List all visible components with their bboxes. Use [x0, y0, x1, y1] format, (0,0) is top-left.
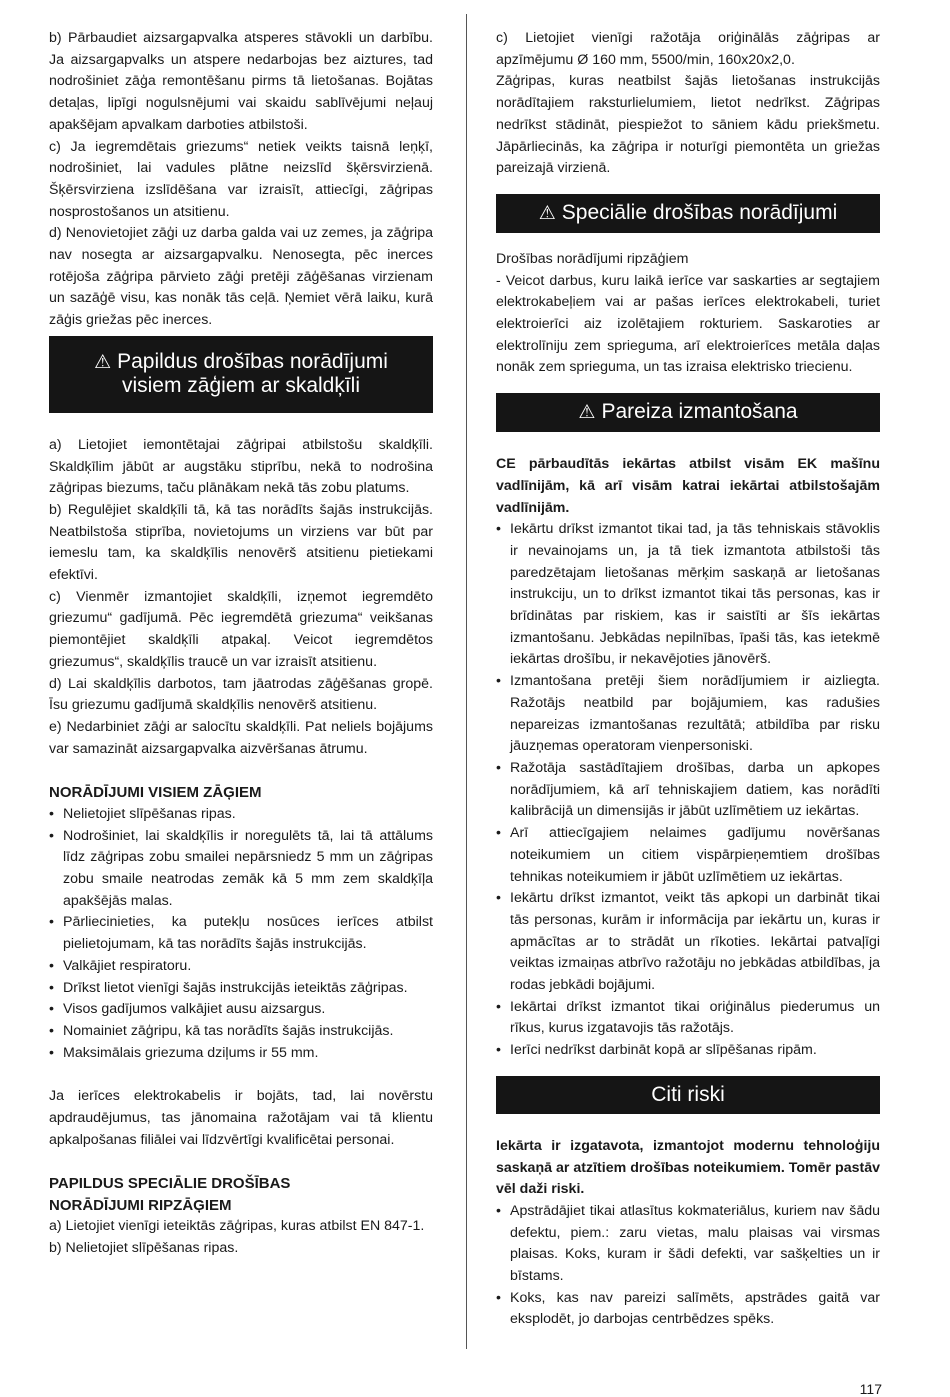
- bullet-list: [49, 804, 433, 1064]
- paragraph: Drošības norādījumi ripzāģiem: [496, 250, 689, 267]
- section-heading: NORĀDĪJUMI VISIEM ZĀĢIEM: [49, 784, 262, 802]
- banner-title-line2: visiem zāģiem ar skaldķīli: [121, 373, 361, 397]
- warning-icon: ⚠: [94, 351, 112, 373]
- list-item: • Koks, kas nav pareizi salīmēts, apstrādes gaitā var eksplodēt, jo darbojas centrbēdzes spēks.: [496, 1288, 880, 1331]
- list-item: • Iekārtu drīkst izmantot tikai tad, ja tās tehniskais stāvoklis ir nevainojams un, ja tā tiek izmantota atbilstoši tās paredzētajam lietošanas mērķim saskaņā ar lietošanas instrukciju, un to drīkst izmantot tikai tās personas, kas ir brīdinātas par riskiem, kas ir saistīti ar šīs iekārtas izmantošanu. Jebkādas nepilnības, īpaši tās, kas ietekmē iekārtas drošību, ir nekavējoties jānovērš.: [496, 519, 880, 671]
- paragraph: Ja ierīces elektrokabelis ir bojāts, tad, lai novērstu apdraudējumus, tas jānomaina ražotājam vai tā klientu apkalpošanas filiālei vai līdzvērtīgi kvalificētai personai.: [49, 1088, 433, 1148]
- list-item: • Pārliecinieties, ka putekļu nosūces ierīces atbilst pielietojumam, kā tas norādīts šajās instrukcijās.: [49, 912, 433, 955]
- list-item: • Maksimālais griezuma dziļums ir 55 mm.: [49, 1043, 433, 1065]
- section-banner-proper-use: [496, 393, 880, 432]
- paragraph: a) Lietojiet vienīgi ieteiktās zāģripas, kuras atbilst EN 847-1.: [49, 1218, 425, 1235]
- heading-line1: PAPILDUS SPECIĀLIE DROŠĪBAS: [49, 1175, 291, 1193]
- section-banner-additional-safety: [49, 336, 433, 413]
- paragraph: b) Regulējiet skaldķīli tā, kā tas norādīts šajās instrukcijās. Neatbilstoša stiprība, novietojums un virziens var būt par iemeslu tam, ka skaldķīlis nenovērš atsitienu pietiekami efektīvi.: [49, 501, 433, 584]
- paragraph: d) Nenovietojiet zāģi uz darba galda vai uz zemes, ja zāģripa nav nosegta ar aizsargapvalku. Nenosegta, pēc inerces rotējoša zāģripa pārvieto zāģi pretēji zāģēšanas virzienam un sazāģē visu, kas nonāk tās ceļā. Ņemiet vērā laiku, kurā zāģis griežas pēc inerces.: [49, 225, 433, 329]
- list-item: • Drīkst lietot vienīgi šajās instrukcijās ieteiktās zāģripas.: [49, 978, 433, 1000]
- banner-title-line1: Papildus drošības norādījumi: [117, 349, 388, 373]
- paragraph: - Veicot darbus, kuru laikā ierīce var saskarties ar segtajiem elektrokabeļiem vai ar pašas ierīces elektrokabeli, turiet elektroierīci aiz izolētajiem rokturiem. Saskaroties ar elektrolīniju zem sprieguma, arī elektroierīces metāla daļas nonāk zem sprieguma, un tas izraisa elektrisko triecienu.: [496, 272, 880, 376]
- bullet-list: [496, 519, 880, 1062]
- paragraph: c) Vienmēr izmantojiet skaldķīli, izņemot iegremdēto griezumu“ gadījumā. Pēc iegremdētā griezuma“ veikšanas piemontējiet skaldķīli atpakaļ. Veicot iegremdētos griezumus“, skaldķīlis traucē un var izraisīt atsitienu.: [49, 588, 433, 670]
- right-column: [496, 28, 880, 1331]
- list-item: • Nelietojiet slīpēšanas ripas.: [49, 804, 433, 826]
- list-item: • Izmantošana pretēji šiem norādījumiem ir aizliegta. Ražotājs neatbild par bojājumiem, kas radušies nepareizas izmantošanas rezultātā; atbildība par risku jāuzņemas operatoram vienpersoniski.: [496, 671, 880, 758]
- list-item: • Nomainiet zāģripu, kā tas norādīts šajās instrukcijās.: [49, 1021, 433, 1043]
- list-item: • Ierīci nedrīkst darbināt kopā ar slīpēšanas ripām.: [496, 1040, 880, 1062]
- paragraph: a) Lietojiet iemontētajai zāģripai atbilstošu skaldķīli. Skaldķīlim jābūt ar augstāku stiprību, nekā to nodrošina zāģripas biezums, taču plānākam nekā tās zobu platums.: [49, 436, 433, 497]
- banner-title: Citi riski: [651, 1082, 725, 1106]
- left-column: [49, 28, 433, 1260]
- section-heading: [49, 1173, 433, 1216]
- list-item: • Nodrošiniet, lai skaldķīlis ir noregulēts tā, lai tā attālums līdz zāģripas zobu smailei nepārsniedz 5 mm un zāģripas zobu smaile neatrodas zemāk kā 5 mm zem skaldķīļa apakšējās malas.: [49, 826, 433, 913]
- paragraph: c) Ja iegremdētais griezums“ netiek veikts taisnā leņķī, nodrošiniet, lai vadules plātne neizslīd šķērsvirzienā. Šķērsvirziena izslīdēšana var izraisīt, attiecīgi, zāģripas nosprostošanos un atsitienu.: [49, 138, 433, 220]
- warning-icon: ⚠: [578, 402, 596, 424]
- warning-icon: ⚠: [538, 202, 556, 224]
- column-divider: [466, 14, 467, 1349]
- paragraph: CE pārbaudītās iekārtas atbilst visām EK mašīnu vadlīnijām, kā arī visām katrai iekārtai atbilstošajām vadlīnijām.: [496, 456, 880, 516]
- section-banner-other-risks: [496, 1076, 880, 1114]
- paragraph: c) Lietojiet vienīgi ražotāja oriģinālās zāģripas ar apzīmējumu Ø 160 mm, 5500/min, 160x20x2,0.: [496, 30, 880, 68]
- bullet-list: [496, 1201, 880, 1331]
- paragraph: d) Lai skaldķīlis darbotos, tam jāatrodas zāģēšanas gropē. Īsu griezumu gadījumā skaldķīlis nenovērš atsitienu.: [49, 675, 433, 714]
- paragraph: Iekārta ir izgatavota, izmantojot modernu tehnoloģiju saskaņā ar atzītiem drošības noteikumiem. Tomēr pastāv vēl daži riski.: [496, 1137, 880, 1198]
- section-banner-special-safety: [496, 194, 880, 233]
- list-item: • Arī attiecīgajiem nelaimes gadījumu novēršanas noteikumiem un citiem vispārpieņemtiem drošības tehnikas noteikumiem ir jābūt uzlīmētiem uz iekārtas.: [496, 823, 880, 888]
- paragraph: e) Nedarbiniet zāģi ar salocītu skaldķīli. Pat neliels bojājums var samazināt aizsargapvalka aizvēršanas ātrumu.: [49, 718, 433, 757]
- list-item: • Valkājiet respiratoru.: [49, 956, 433, 978]
- banner-title: Pareiza izmantošana: [601, 400, 798, 424]
- list-item: • Iekārtai drīkst izmantot tikai oriģinālus piederumus un rīkus, kurus izgatavojis tās ražotājs.: [496, 997, 880, 1040]
- list-item: • Ražotāja sastādītajiem drošības, darba un apkopes norādījumiem, kā arī tehniskajiem datiem, kas norādīti kalibrācijā un dimensijās ir jābūt uzlīmētiem uz iekārtas.: [496, 758, 880, 823]
- list-item: • Visos gadījumos valkājiet ausu aizsargus.: [49, 999, 433, 1021]
- list-item: • Apstrādājiet tikai atlasītus kokmateriālus, kuriem nav šādu defektu, piem.: zaru vietas, malu plaisas vai virsmas plaisas. Koks, kuram ir šādi defekti, var sašķelties un ir bīstams.: [496, 1201, 880, 1288]
- paragraph: Zāģripas, kuras neatbilst šajās lietošanas instrukcijās norādītajiem raksturlielumiem, lietot nedrīkst. Zāģripas nedrīkst stādināt, piespiežot to sāniem kādu priekšmetu. Jāpārliecinās, ka zāģripa ir noturīgi piemontēta un griežas pareizajā virzienā.: [496, 73, 880, 177]
- banner-title: Speciālie drošības norādījumi: [561, 200, 838, 224]
- paragraph: b) Nelietojiet slīpēšanas ripas.: [49, 1240, 239, 1257]
- paragraph: b) Pārbaudiet aizsargapvalka atsperes stāvokli un darbību. Ja aizsargapvalks un atspere nedarbojas bez aiztures, tad nodrošiniet zāģa remontēšanu pirms tā lietošanas. Bojātas detaļas, lipīgi nogulsnējumi vai skaidu sablīvējumi neļauj apakšējam apvalkam darboties atbilstoši.: [49, 30, 433, 133]
- heading-line2: NORĀDĪJUMI RIPZĀĢIEM: [49, 1196, 232, 1214]
- page-number: 117: [859, 1381, 882, 1397]
- list-item: • Iekārtu drīkst izmantot, veikt tās apkopi un darbināt tikai tās personas, kurām ir informācija par iekārtu un, kuras ir apmācītas ar to strādāt un rīkoties. Iekārtai patvaļīgi veiktas izmaiņas atbrīvo ražotāju no jebkādas atbildības, ja rodas jebkādi bojājumi.: [496, 888, 880, 997]
